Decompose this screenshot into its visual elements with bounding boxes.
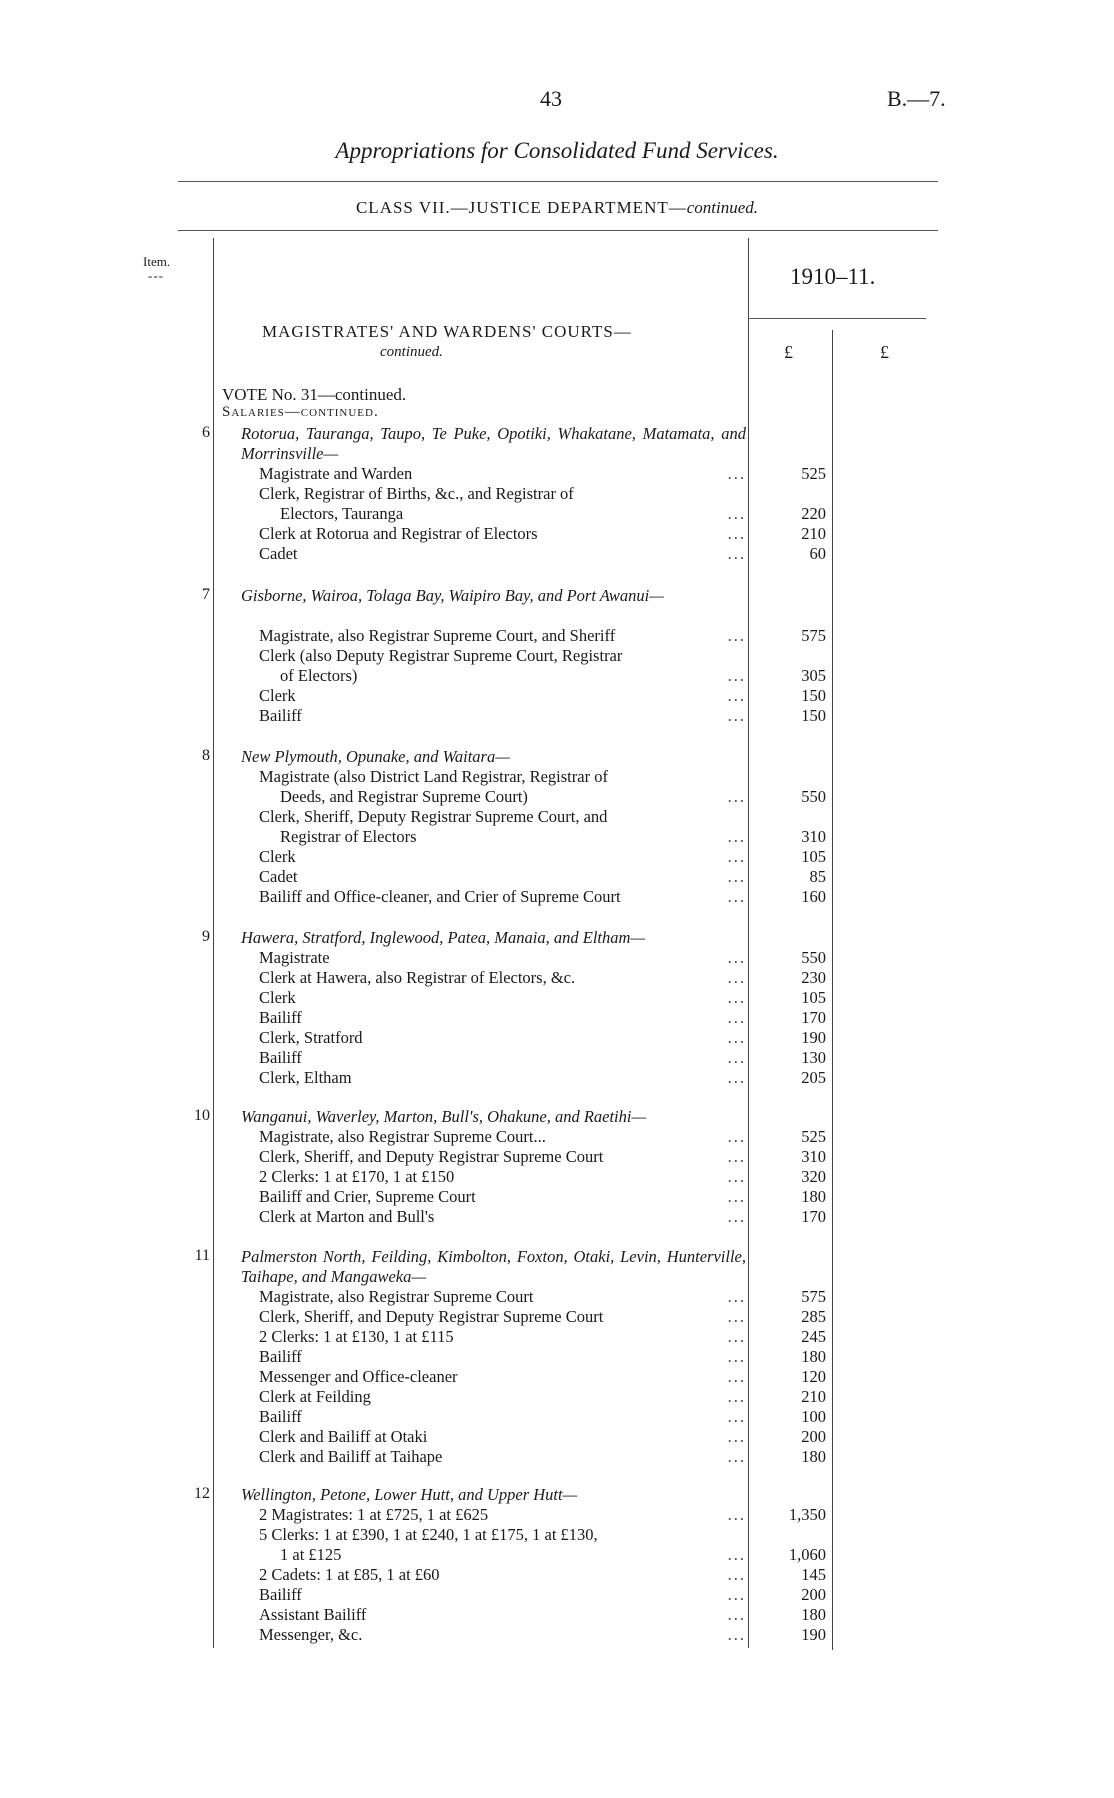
salary-amount: 160: [801, 887, 826, 906]
salary-line: [259, 484, 746, 504]
salary-line: [259, 1167, 746, 1187]
leader-dots: ...: [727, 1048, 746, 1067]
leader-dots: ...: [727, 887, 746, 906]
salary-line: [259, 1008, 746, 1028]
salary-line-text: Bailiff: [259, 706, 306, 725]
courts-heading-continued: continued.: [380, 344, 443, 360]
salary-amount: 200: [801, 1427, 826, 1446]
year-column-header: 1910–11.: [790, 264, 876, 289]
amount-column-divider: [832, 330, 833, 1650]
salary-amount: 305: [801, 666, 826, 685]
salary-line-text: 2 Cadets: 1 at £85, 1 at £60: [259, 1565, 444, 1584]
salary-line-text: Clerk and Bailiff at Taihape: [259, 1447, 446, 1466]
item-location: Wanganui, Waverley, Marton, Bull's, Ohakune, and Raetihi—: [241, 1107, 647, 1126]
salary-line-text: Clerk at Rotorua and Registrar of Electors: [259, 524, 542, 543]
salary-amount: 180: [801, 1605, 826, 1624]
salary-line-text: Clerk (also Deputy Registrar Supreme Court, Registrar: [259, 646, 626, 665]
salary-line-text: of Electors): [280, 666, 361, 685]
page-number: 43: [540, 86, 562, 111]
salary-line: [259, 867, 746, 887]
salary-line-text: Clerk at Hawera, also Registrar of Electors, &c.: [259, 968, 579, 987]
salary-line-text: Clerk at Marton and Bull's: [259, 1207, 438, 1226]
salary-line-text: Electors, Tauranga: [280, 504, 407, 523]
salary-line-text: Registrar of Electors: [280, 827, 421, 846]
leader-dots: ...: [727, 827, 746, 846]
salary-amount: 575: [801, 1287, 826, 1306]
salary-amount: 1,060: [788, 1545, 826, 1564]
leader-dots: ...: [727, 1327, 746, 1346]
item-number: 9: [202, 928, 210, 945]
item-location: New Plymouth, Opunake, and Waitara—: [241, 747, 510, 766]
salary-amount: 525: [801, 1127, 826, 1146]
leader-dots: ...: [727, 1407, 746, 1426]
salary-line: [259, 1207, 746, 1227]
pound-sign-2: £: [880, 342, 889, 362]
salaries-heading: Salaries—continued.: [222, 404, 379, 420]
text-column-divider: [748, 238, 749, 1648]
salary-line: [259, 646, 746, 666]
salary-amount: 310: [801, 1147, 826, 1166]
leader-dots: ...: [727, 988, 746, 1007]
salary-line: [259, 1327, 746, 1347]
salary-amount: 105: [801, 988, 826, 1007]
leader-dots: ...: [727, 1625, 746, 1644]
salary-amount: 550: [801, 787, 826, 806]
leader-dots: ...: [727, 686, 746, 705]
salary-line: [259, 807, 746, 827]
salary-amount: 1,350: [788, 1505, 826, 1524]
salary-line: [259, 524, 746, 544]
salary-amount: 105: [801, 847, 826, 866]
salary-amount: 310: [801, 827, 826, 846]
salary-line: [259, 1525, 746, 1545]
salary-amount: 230: [801, 968, 826, 987]
salary-line: [259, 767, 746, 787]
salary-amount: 245: [801, 1327, 826, 1346]
salary-line: [259, 1605, 746, 1625]
salary-line-text: 1 at £125: [280, 1545, 345, 1564]
salary-line-text: Clerk: [259, 686, 300, 705]
title-rule: [178, 181, 938, 182]
salary-line-text: Magistrate, also Registrar Supreme Court...: [259, 1127, 550, 1146]
leader-dots: ...: [727, 1367, 746, 1386]
leader-dots: ...: [727, 1545, 746, 1564]
salary-line: [280, 1545, 746, 1565]
salary-amount: 550: [801, 948, 826, 967]
salary-amount: 180: [801, 1187, 826, 1206]
salary-line: [259, 1447, 746, 1467]
salary-amount: 170: [801, 1008, 826, 1027]
salary-line-text: Cadet: [259, 867, 302, 886]
item-number: 7: [202, 586, 210, 603]
salary-amount: 60: [809, 544, 826, 563]
salary-amount: 190: [801, 1028, 826, 1047]
salary-line-text: Magistrate: [259, 948, 334, 967]
salary-line-text: Clerk, Stratford: [259, 1028, 367, 1047]
salary-line-text: Bailiff: [259, 1347, 306, 1366]
item-number: 8: [202, 747, 210, 764]
salary-amount: 150: [801, 706, 826, 725]
item-column-header: Item.: [143, 254, 171, 269]
salary-amount: 170: [801, 1207, 826, 1226]
class-heading-text: CLASS VII.—JUSTICE DEPARTMENT—: [355, 198, 687, 217]
salary-amount: 220: [801, 504, 826, 523]
salary-line-text: 2 Clerks: 1 at £130, 1 at £115: [259, 1327, 458, 1346]
salary-line-text: Clerk at Feilding: [259, 1387, 375, 1406]
salary-amount: 180: [801, 1447, 826, 1466]
leader-dots: ...: [727, 1008, 746, 1027]
salary-line-text: Magistrate (also District Land Registrar, Registrar of: [259, 767, 612, 786]
salary-amount: 180: [801, 1347, 826, 1366]
salary-line: [259, 686, 746, 706]
salary-line-text: Clerk, Registrar of Births, &c., and Registrar of: [259, 484, 578, 503]
salary-line: [259, 1147, 746, 1167]
salary-line-text: Deeds, and Registrar Supreme Court): [280, 787, 532, 806]
year-rule: [748, 318, 926, 319]
item-number: 11: [194, 1247, 210, 1264]
salary-line-text: Assistant Bailiff: [259, 1605, 370, 1624]
salary-line: [259, 948, 746, 968]
leader-dots: ...: [727, 706, 746, 725]
salary-line: [280, 787, 746, 807]
salary-amount: 210: [801, 524, 826, 543]
salary-line-text: Cadet: [259, 544, 302, 563]
leader-dots: ...: [727, 1207, 746, 1226]
salary-line: [280, 666, 746, 686]
salary-line-text: 5 Clerks: 1 at £390, 1 at £240, 1 at £175, 1 at £130,: [259, 1525, 602, 1544]
salary-line: [259, 1068, 746, 1088]
salary-line: [259, 1048, 746, 1068]
salary-amount: 120: [801, 1367, 826, 1386]
salary-line-text: 2 Magistrates: 1 at £725, 1 at £625: [259, 1505, 492, 1524]
salary-line: [259, 1427, 746, 1447]
item-number: 12: [194, 1485, 210, 1502]
class-heading-continued: continued.: [686, 198, 759, 217]
salary-amount: 130: [801, 1048, 826, 1067]
vote-heading: VOTE No. 31—continued.: [222, 385, 407, 404]
salary-line-text: Bailiff: [259, 1048, 306, 1067]
salary-amount: 205: [801, 1068, 826, 1087]
salary-amount: 320: [801, 1167, 826, 1186]
salary-amount: 200: [801, 1585, 826, 1604]
leader-dots: ...: [727, 1028, 746, 1047]
item-location: Hawera, Stratford, Inglewood, Patea, Manaia, and Eltham—: [241, 928, 646, 947]
item-number: 6: [202, 424, 210, 441]
salary-amount: 85: [809, 867, 826, 886]
leader-dots: ...: [727, 666, 746, 685]
salary-line: [259, 1307, 746, 1327]
salary-line-text: Clerk, Sheriff, Deputy Registrar Supreme Court, and: [259, 807, 611, 826]
leader-dots: ...: [727, 847, 746, 866]
salary-amount: 145: [801, 1565, 826, 1584]
leader-dots: ...: [727, 1167, 746, 1186]
leader-dots: ...: [727, 1068, 746, 1087]
item-location: Gisborne, Wairoa, Tolaga Bay, Waipiro Bay, and Port Awanui—: [241, 586, 664, 605]
salary-line-text: Magistrate, also Registrar Supreme Court: [259, 1287, 537, 1306]
item-location: Rotorua, Tauranga, Taupo, Te Puke, Opotiki, Whakatane, Matamata, and Morrinsville—: [241, 424, 746, 463]
salary-line: [259, 1505, 746, 1525]
salary-amount: 210: [801, 1387, 826, 1406]
salary-line: [259, 1585, 746, 1605]
leader-dots: ...: [727, 1447, 746, 1466]
item-location: Palmerston North, Feilding, Kimbolton, Foxton, Otaki, Levin, Hunterville, Taihape, and Mangaweka—: [241, 1247, 746, 1286]
salary-line: [280, 827, 746, 847]
salary-amount: 285: [801, 1307, 826, 1326]
salary-line: [259, 464, 746, 484]
salary-line: [259, 1387, 746, 1407]
item-column-divider: [213, 238, 214, 1648]
salary-line: [259, 544, 746, 564]
salary-line-text: Clerk, Sheriff, and Deputy Registrar Supreme Court: [259, 1147, 607, 1166]
salary-line: [259, 1367, 746, 1387]
salary-line-text: Magistrate, also Registrar Supreme Court, and Sheriff: [259, 626, 619, 645]
salary-line-text: Clerk: [259, 988, 300, 1007]
salary-line: [259, 1287, 746, 1307]
salary-line: [259, 626, 746, 646]
salary-line-text: Clerk, Sheriff, and Deputy Registrar Supreme Court: [259, 1307, 607, 1326]
leader-dots: ...: [727, 867, 746, 886]
leader-dots: ...: [727, 1585, 746, 1604]
page-title: Appropriations for Consolidated Fund Services.: [335, 138, 779, 163]
salary-line-text: Bailiff and Office-cleaner, and Crier of Supreme Court: [259, 887, 625, 906]
salary-line-text: Messenger, &c.: [259, 1625, 366, 1644]
leader-dots: ...: [727, 1387, 746, 1406]
salary-line-text: Bailiff: [259, 1008, 306, 1027]
leader-dots: ...: [727, 1347, 746, 1366]
document-reference: B.—7.: [887, 86, 946, 111]
salary-line: [259, 1187, 746, 1207]
salary-amount: 190: [801, 1625, 826, 1644]
leader-dots: ...: [727, 544, 746, 563]
salary-line-text: Bailiff: [259, 1407, 306, 1426]
salary-line-text: Bailiff: [259, 1585, 306, 1604]
salary-line: [259, 847, 746, 867]
leader-dots: ...: [727, 948, 746, 967]
salary-line-text: Clerk, Eltham: [259, 1068, 356, 1087]
salary-line: [259, 1127, 746, 1147]
leader-dots: ...: [727, 1147, 746, 1166]
salary-line: [259, 1347, 746, 1367]
salary-line-text: Bailiff and Crier, Supreme Court: [259, 1187, 480, 1206]
item-column-dash: ---: [148, 268, 164, 283]
salary-line: [280, 504, 746, 524]
leader-dots: ...: [727, 1307, 746, 1326]
item-number: 10: [194, 1107, 210, 1124]
salary-line: [259, 1028, 746, 1048]
leader-dots: ...: [727, 626, 746, 645]
salary-line-text: Clerk: [259, 847, 300, 866]
leader-dots: ...: [727, 1427, 746, 1446]
item-location: Wellington, Petone, Lower Hutt, and Upper Hutt—: [241, 1485, 578, 1504]
leader-dots: ...: [727, 1187, 746, 1206]
leader-dots: ...: [727, 524, 746, 543]
salary-line: [259, 1565, 746, 1585]
leader-dots: ...: [727, 1505, 746, 1524]
leader-dots: ...: [727, 1127, 746, 1146]
salary-line: [259, 968, 746, 988]
salary-line: [259, 1625, 746, 1645]
leader-dots: ...: [727, 968, 746, 987]
salary-line-text: Magistrate and Warden: [259, 464, 416, 483]
salary-line-text: 2 Clerks: 1 at £170, 1 at £150: [259, 1167, 458, 1186]
salary-line-text: Messenger and Office-cleaner: [259, 1367, 462, 1386]
leader-dots: ...: [727, 1565, 746, 1584]
heading-rule: [178, 230, 938, 231]
salary-amount: 575: [801, 626, 826, 645]
salary-amount: 525: [801, 464, 826, 483]
salary-line-text: Clerk and Bailiff at Otaki: [259, 1427, 431, 1446]
salary-line: [259, 1407, 746, 1427]
salary-amount: 100: [801, 1407, 826, 1426]
courts-heading: MAGISTRATES' AND WARDENS' COURTS—: [262, 322, 632, 341]
leader-dots: ...: [727, 1287, 746, 1306]
pound-sign-1: £: [784, 342, 793, 362]
salary-line: [259, 887, 746, 907]
leader-dots: ...: [727, 787, 746, 806]
leader-dots: ...: [727, 464, 746, 483]
salary-amount: 150: [801, 686, 826, 705]
class-heading: [0, 198, 1114, 218]
salary-line: [259, 988, 746, 1008]
leader-dots: ...: [727, 504, 746, 523]
leader-dots: ...: [727, 1605, 746, 1624]
salary-line: [259, 706, 746, 726]
